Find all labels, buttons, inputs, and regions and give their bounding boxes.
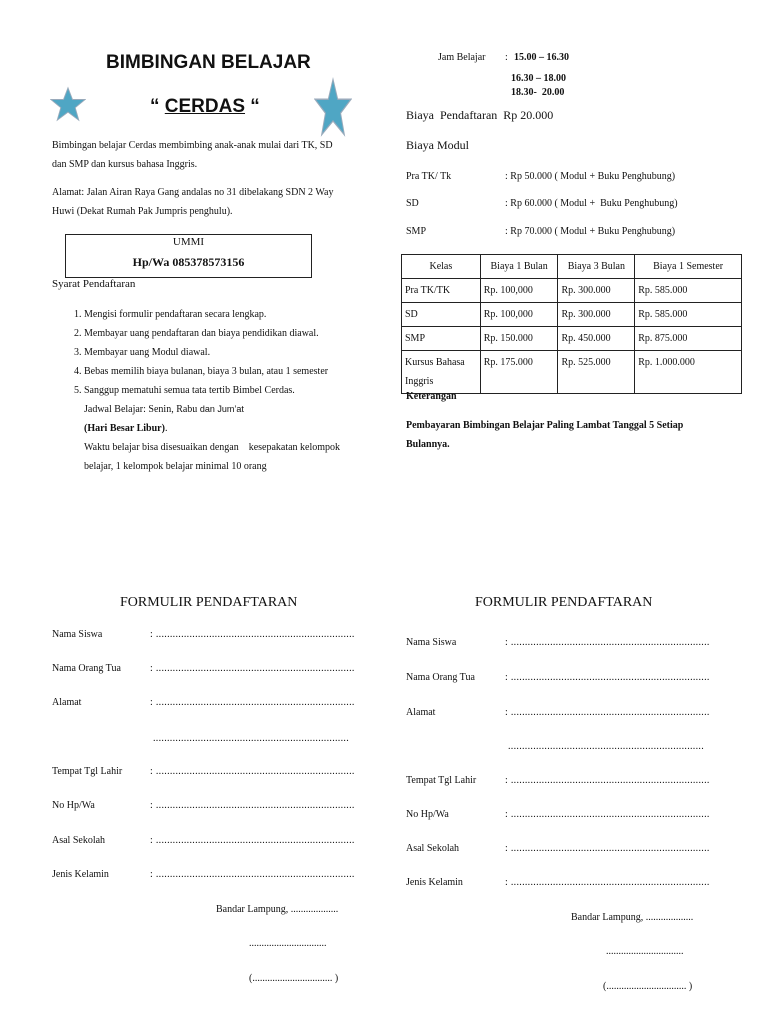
- form-label: Tempat Tgl Lahir: [406, 775, 477, 786]
- place-date[interactable]: Bandar Lampung, ...................: [216, 904, 339, 915]
- form-input-line[interactable]: : .......................................................................: [505, 672, 710, 683]
- requirements-list: [52, 305, 382, 476]
- brand-title: [150, 96, 260, 118]
- form-input-line[interactable]: : .......................................................................: [505, 637, 710, 648]
- form-input-line[interactable]: : .......................................................................: [505, 707, 710, 718]
- hours-colon: :: [505, 52, 508, 63]
- signature-name[interactable]: (................................ ): [249, 973, 339, 984]
- table-row: [402, 351, 742, 394]
- address-line-1: Alamat: Jalan Airan Raya Gang andalas no 31 dibelakang SDN 2 Way: [52, 187, 334, 198]
- form-label: Jenis Kelamin: [52, 869, 109, 880]
- schedule-days-tail: dan Jum’at: [199, 404, 244, 414]
- brand-open-quote: “: [150, 96, 160, 117]
- holiday-note: (Hari Besar Libur): [84, 423, 165, 434]
- intro-line-2: dan SMP dan kursus bahasa Inggris.: [52, 159, 198, 170]
- table-cell: Pra TK/TK: [402, 279, 481, 303]
- table-cell: Rp. 300.000: [558, 279, 635, 303]
- form-input-line[interactable]: : .......................................................................: [150, 835, 355, 846]
- table-cell: Rp. 100,000: [480, 303, 558, 327]
- requirement-item: 3. Membayar uang Modul diawal.: [84, 343, 382, 362]
- table-cell: SD: [402, 303, 481, 327]
- heading: BIMBINGAN BELAJAR: [106, 52, 311, 73]
- form-input-line[interactable]: : .......................................................................: [505, 809, 710, 820]
- brand-name: CERDAS: [164, 96, 246, 117]
- table-cell: Rp. 585.000: [635, 303, 742, 327]
- contact-box: [65, 234, 312, 278]
- form-label: Alamat: [52, 697, 82, 708]
- form-input-line[interactable]: : .......................................................................: [150, 697, 355, 708]
- table-cell: SMP: [402, 327, 481, 351]
- schedule-line: [84, 400, 382, 419]
- form-label: Alamat: [406, 707, 436, 718]
- table-cell: Rp. 150.000: [480, 327, 558, 351]
- module-level: Pra TK/ Tk: [406, 171, 452, 182]
- hours-slot: 18.30- 20.00: [511, 87, 565, 98]
- holiday-line: [84, 419, 382, 438]
- module-price: : Rp 70.000 ( Modul + Buku Penghubung): [505, 226, 676, 237]
- hours-label: Jam Belajar: [438, 52, 486, 63]
- star-icon-left: [50, 86, 86, 122]
- table-header-row: [402, 255, 742, 279]
- brand-close-quote: “: [250, 96, 260, 117]
- form-input-line[interactable]: : .......................................................................: [150, 800, 355, 811]
- flex-line-2: belajar, 1 kelompok belajar minimal 10 orang: [84, 461, 267, 472]
- fee-table: [401, 254, 742, 394]
- table-row: [402, 327, 742, 351]
- registration-fee: Biaya Pendaftaran Rp 20.000: [406, 108, 554, 122]
- form-title-left: FORMULIR PENDAFTARAN: [120, 595, 298, 610]
- table-cell: Rp. 300.000: [558, 303, 635, 327]
- table-header: Kelas: [402, 255, 481, 279]
- module-price: : Rp 60.000 ( Modul + Buku Penghubung): [505, 198, 678, 209]
- table-row: [402, 303, 742, 327]
- table-row: [402, 279, 742, 303]
- table-cell: Rp. 585.000: [635, 279, 742, 303]
- module-level: SD: [406, 198, 419, 209]
- signature-name[interactable]: (................................ ): [603, 981, 693, 992]
- form-label: No Hp/Wa: [406, 809, 449, 820]
- note-text: Pembayaran Bimbingan Belajar Paling Lambat Tanggal 5 Setiap Bulannya.: [406, 420, 684, 450]
- form-label: Nama Siswa: [406, 637, 457, 648]
- form-label: Nama Orang Tua: [52, 663, 121, 674]
- table-header: Biaya 1 Semester: [635, 255, 742, 279]
- form-input-line[interactable]: : .......................................................................: [505, 775, 710, 786]
- requirement-item: 2. Membayar uang pendaftaran dan biaya pendidikan diawal.: [84, 324, 382, 343]
- form-label: Asal Sekolah: [406, 843, 460, 854]
- hours-slot: 16.30 – 18.00: [511, 73, 566, 84]
- table-cell: Rp. 175.000: [480, 351, 558, 394]
- table-cell: Kursus Bahasa Inggris: [402, 351, 481, 394]
- signature-line[interactable]: ...............................: [606, 946, 684, 957]
- form-input-line[interactable]: : .......................................................................: [150, 869, 355, 880]
- table-cell: Rp. 450.000: [558, 327, 635, 351]
- hours-slot: 15.00 – 16.30: [514, 52, 569, 63]
- intro-line-1: Bimbingan belajar Cerdas membimbing anak-anak mulai dari TK, SD: [52, 140, 333, 151]
- table-cell: Rp. 875.000: [635, 327, 742, 351]
- form-input-line[interactable]: : .......................................................................: [150, 663, 355, 674]
- table-cell: Rp. 525.000: [558, 351, 635, 394]
- form-title-right: FORMULIR PENDAFTARAN: [475, 595, 653, 610]
- requirement-item: 1. Mengisi formulir pendaftaran secara lengkap.: [84, 305, 382, 324]
- module-level: SMP: [406, 226, 427, 237]
- table-header: Biaya 1 Bulan: [480, 255, 558, 279]
- requirements-title: Syarat Pendaftaran: [52, 278, 136, 290]
- form-label: No Hp/Wa: [52, 800, 95, 811]
- address-line-2: Huwi (Dekat Rumah Pak Jumpris penghulu).: [52, 206, 233, 217]
- requirement-item: 4. Bebas memilih biaya bulanan, biaya 3 bulan, atau 1 semester: [84, 362, 382, 381]
- form-label: Tempat Tgl Lahir: [52, 766, 123, 777]
- table-cell: Rp. 1.000.000: [635, 351, 742, 394]
- form-input-continuation[interactable]: ......................................................................: [153, 733, 349, 744]
- module-title: Biaya Modul: [406, 138, 469, 152]
- form-label: Nama Orang Tua: [406, 672, 475, 683]
- table-header: Biaya 3 Bulan: [558, 255, 635, 279]
- form-label: Nama Siswa: [52, 629, 103, 640]
- form-label: Jenis Kelamin: [406, 877, 463, 888]
- schedule-label: Jadwal Belajar: Senin, Rabu: [84, 404, 200, 415]
- signature-line[interactable]: ...............................: [249, 938, 327, 949]
- place-date[interactable]: Bandar Lampung, ...................: [571, 912, 694, 923]
- note-title: Keterangan: [406, 391, 457, 402]
- module-price: : Rp 50.000 ( Modul + Buku Penghubung): [505, 171, 676, 182]
- form-input-continuation[interactable]: ......................................................................: [508, 741, 704, 752]
- star-icon-right: [314, 76, 352, 138]
- contact-phone: Hp/Wa 085378573156: [132, 255, 245, 269]
- table-cell: Rp. 100,000: [480, 279, 558, 303]
- flex-line-1: Waktu belajar bisa disesuaikan dengan kesepakatan kelompok: [84, 442, 341, 453]
- form-input-line[interactable]: : .......................................................................: [505, 843, 710, 854]
- form-input-line[interactable]: : .......................................................................: [505, 877, 710, 888]
- form-input-line[interactable]: : .......................................................................: [150, 766, 355, 777]
- form-label: Asal Sekolah: [52, 835, 106, 846]
- contact-name: UMMI: [172, 236, 205, 248]
- form-input-line[interactable]: : .......................................................................: [150, 629, 355, 640]
- holiday-dot: .: [164, 423, 168, 434]
- requirement-item: 5. Sanggup mematuhi semua tata tertib Bimbel Cerdas.: [84, 381, 382, 400]
